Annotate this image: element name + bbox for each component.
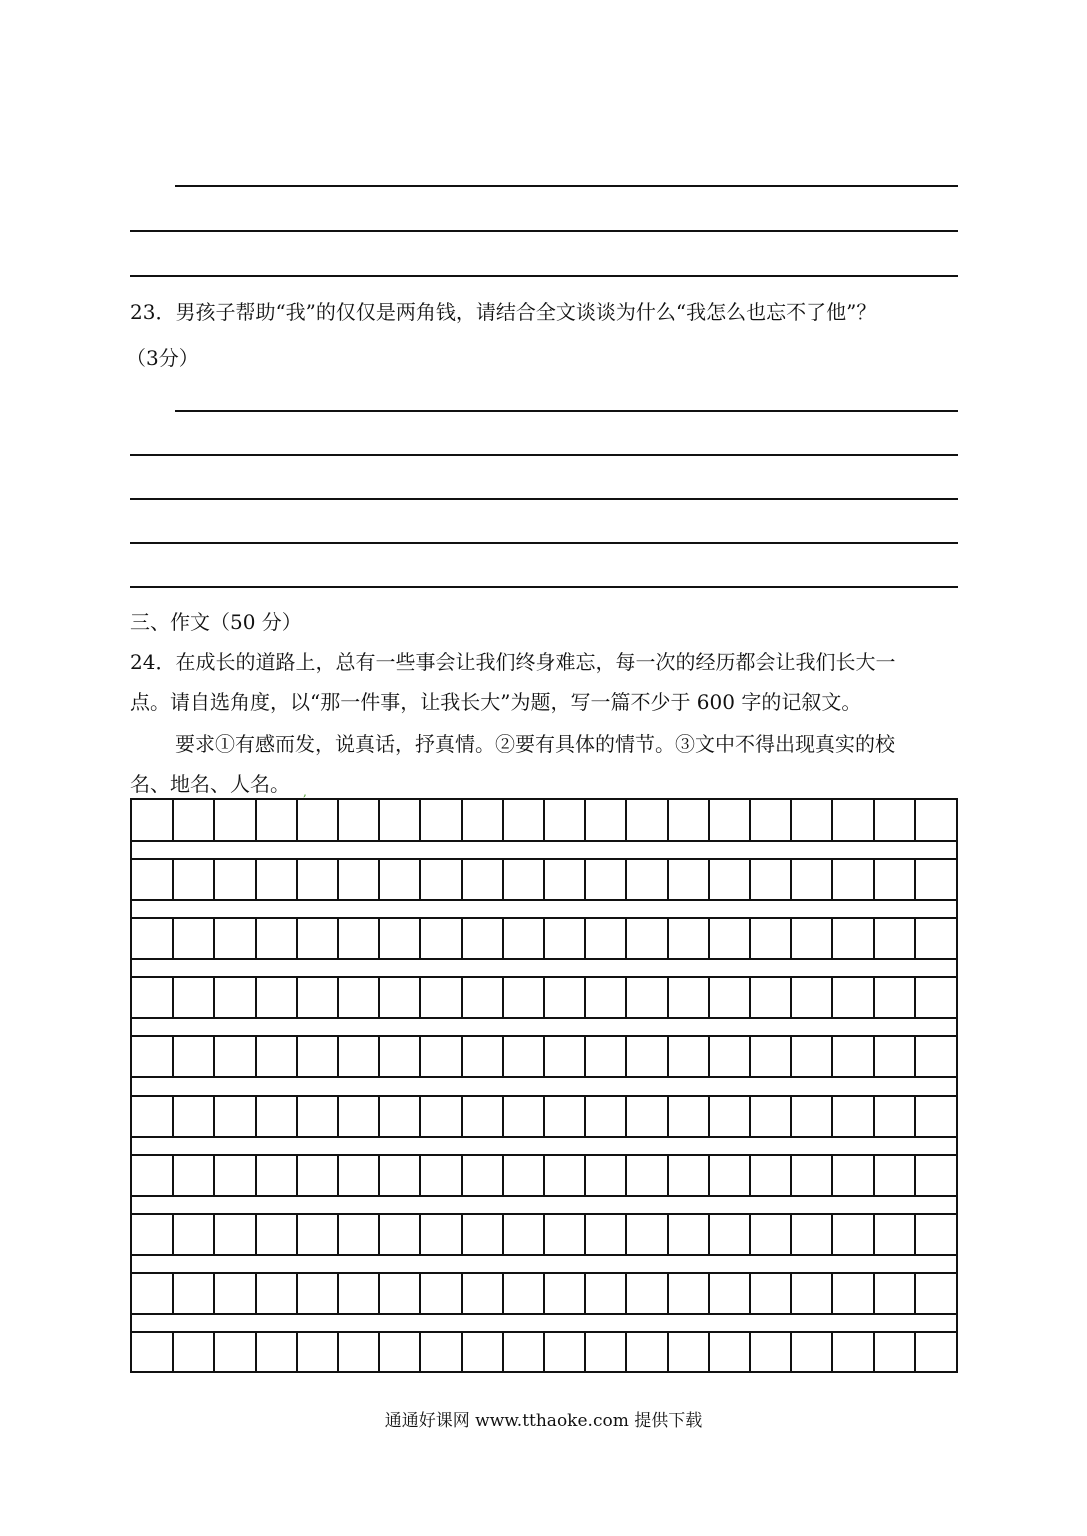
grid-cell-divider	[543, 977, 545, 1018]
grid-cell-divider	[172, 918, 174, 959]
grid-cell-divider	[831, 1273, 833, 1314]
grid-cell-divider	[873, 918, 875, 959]
grid-cell-divider	[255, 1273, 257, 1314]
grid-cell-divider	[625, 1214, 627, 1255]
grid-cell-divider	[831, 859, 833, 900]
grid-cell-divider	[749, 1036, 751, 1077]
grid-cell-divider	[213, 1214, 215, 1255]
grid-cell-divider	[419, 859, 421, 900]
grid-cell-divider	[708, 1155, 710, 1196]
grid-cell-divider	[790, 1332, 792, 1373]
grid-cell-divider	[873, 977, 875, 1018]
grid-cell-divider	[625, 1332, 627, 1373]
grid-cell-divider	[213, 977, 215, 1018]
grid-cell-divider	[708, 977, 710, 1018]
grid-cell-divider	[296, 1096, 298, 1137]
grid-cell-divider	[419, 977, 421, 1018]
grid-cell-divider	[461, 977, 463, 1018]
grid-cell-divider	[914, 1332, 916, 1373]
grid-cell-divider	[749, 918, 751, 959]
grid-cell-divider	[914, 1214, 916, 1255]
grid-cell-divider	[543, 1036, 545, 1077]
requirements-line-2: 名、地名、人名。	[130, 772, 290, 796]
grid-cell-divider	[337, 977, 339, 1018]
grid-cell-divider	[831, 1332, 833, 1373]
grid-cell-divider	[419, 918, 421, 959]
grid-cell-divider	[213, 1273, 215, 1314]
grid-cell-divider	[914, 1096, 916, 1137]
composition-grid	[130, 798, 958, 1373]
grid-cell-divider	[667, 977, 669, 1018]
grid-cell-divider	[296, 1155, 298, 1196]
grid-cell-divider	[502, 1332, 504, 1373]
grid-cell-divider	[461, 859, 463, 900]
grid-cell-divider	[873, 1096, 875, 1137]
grid-cell-divider	[255, 1155, 257, 1196]
grid-cell-divider	[584, 859, 586, 900]
grid-cell-divider	[667, 800, 669, 841]
footer-source: 通通好课网 www.tthaoke.com 提供下载	[384, 1411, 703, 1431]
grid-cell-divider	[296, 1036, 298, 1077]
grid-cell-divider	[378, 859, 380, 900]
grid-cell-divider	[584, 977, 586, 1018]
grid-cell-divider	[708, 1332, 710, 1373]
grid-cell-divider	[213, 1332, 215, 1373]
grid-cell-divider	[625, 800, 627, 841]
grid-cell-divider	[296, 977, 298, 1018]
question-23-score: （3分）	[126, 346, 199, 370]
grid-cell-divider	[172, 1036, 174, 1077]
grid-cell-divider	[749, 1332, 751, 1373]
grid-cell-divider	[461, 1155, 463, 1196]
grid-cell-divider	[172, 1214, 174, 1255]
grid-cell-divider	[255, 1214, 257, 1255]
answer-line	[130, 454, 958, 456]
grid-cell-divider	[337, 918, 339, 959]
answer-line	[175, 410, 958, 412]
grid-cell-divider	[337, 1214, 339, 1255]
grid-cell-divider	[378, 1273, 380, 1314]
grid-cell-divider	[667, 1273, 669, 1314]
grid-cell-divider	[296, 1332, 298, 1373]
grid-cell-divider	[831, 1036, 833, 1077]
grid-cell-divider	[708, 918, 710, 959]
grid-cell-divider	[749, 1096, 751, 1137]
grid-cell-divider	[914, 800, 916, 841]
grid-cell-divider	[502, 1214, 504, 1255]
grid-cell-divider	[584, 1214, 586, 1255]
answer-line	[130, 542, 958, 544]
grid-cell-divider	[914, 918, 916, 959]
grid-cell-divider	[831, 918, 833, 959]
grid-cell-divider	[337, 1332, 339, 1373]
grid-cell-divider	[502, 1273, 504, 1314]
grid-cell-divider	[337, 800, 339, 841]
grid-cell-divider	[749, 800, 751, 841]
answer-line	[130, 275, 958, 277]
grid-cell-divider	[543, 1214, 545, 1255]
answer-line	[175, 185, 958, 187]
grid-cell-divider	[255, 918, 257, 959]
grid-cell-divider	[337, 1155, 339, 1196]
grid-cell-divider	[749, 1273, 751, 1314]
grid-cell-divider	[172, 1332, 174, 1373]
grid-cell-divider	[749, 859, 751, 900]
grid-cell-divider	[584, 800, 586, 841]
grid-cell-divider	[708, 1273, 710, 1314]
grid-cell-divider	[172, 859, 174, 900]
grid-cell-divider	[708, 1214, 710, 1255]
grid-cell-divider	[419, 1155, 421, 1196]
grid-cell-divider	[337, 859, 339, 900]
grid-cell-divider	[337, 1273, 339, 1314]
grid-cell-divider	[255, 1096, 257, 1137]
grid-cell-divider	[914, 1155, 916, 1196]
grid-cell-divider	[584, 1332, 586, 1373]
grid-cell-divider	[790, 1155, 792, 1196]
grid-cell-divider	[831, 1155, 833, 1196]
grid-cell-divider	[584, 1273, 586, 1314]
grid-cell-divider	[667, 1096, 669, 1137]
grid-cell-divider	[213, 1036, 215, 1077]
grid-cell-divider	[461, 918, 463, 959]
grid-cell-divider	[790, 859, 792, 900]
grid-cell-divider	[502, 800, 504, 841]
grid-cell-divider	[625, 859, 627, 900]
grid-cell-divider	[296, 800, 298, 841]
grid-cell-divider	[378, 1096, 380, 1137]
grid-cell-divider	[337, 1036, 339, 1077]
grid-cell-divider	[255, 800, 257, 841]
grid-cell-divider	[502, 918, 504, 959]
grid-cell-divider	[172, 800, 174, 841]
stray-mark: ,	[303, 785, 307, 799]
grid-cell-divider	[584, 1155, 586, 1196]
grid-cell-divider	[708, 800, 710, 841]
grid-cell-divider	[502, 859, 504, 900]
grid-cell-divider	[461, 1096, 463, 1137]
grid-cell-divider	[749, 977, 751, 1018]
grid-cell-divider	[543, 859, 545, 900]
question-23: 23．男孩子帮助“我”的仅仅是两角钱，请结合全文谈谈为什么“我怎么也忘不了他”？	[130, 300, 877, 324]
grid-cell-divider	[419, 1332, 421, 1373]
grid-cell-divider	[873, 1214, 875, 1255]
grid-cell-divider	[172, 1096, 174, 1137]
grid-cell-divider	[255, 1036, 257, 1077]
grid-cell-divider	[873, 859, 875, 900]
grid-cell-divider	[213, 859, 215, 900]
grid-cell-divider	[255, 859, 257, 900]
grid-cell-divider	[461, 1273, 463, 1314]
grid-cell-divider	[790, 800, 792, 841]
grid-cell-divider	[667, 859, 669, 900]
question-24-line-1: 24．在成长的道路上，总有一些事会让我们终身难忘，每一次的经历都会让我们长大一	[130, 650, 896, 674]
grid-cell-divider	[543, 800, 545, 841]
grid-cell-divider	[296, 1273, 298, 1314]
grid-cell-divider	[625, 918, 627, 959]
grid-cell-divider	[708, 859, 710, 900]
grid-cell-divider	[419, 1096, 421, 1137]
grid-cell-divider	[914, 1273, 916, 1314]
grid-cell-divider	[296, 859, 298, 900]
grid-cell-divider	[873, 1273, 875, 1314]
grid-cell-divider	[873, 1036, 875, 1077]
grid-cell-divider	[790, 1214, 792, 1255]
grid-cell-divider	[502, 1036, 504, 1077]
grid-cell-divider	[543, 1155, 545, 1196]
grid-cell-divider	[625, 1036, 627, 1077]
grid-cell-divider	[831, 1214, 833, 1255]
grid-cell-divider	[213, 1155, 215, 1196]
grid-cell-divider	[378, 918, 380, 959]
grid-cell-divider	[625, 1155, 627, 1196]
grid-cell-divider	[708, 1096, 710, 1137]
grid-cell-divider	[172, 1273, 174, 1314]
grid-cell-divider	[213, 918, 215, 959]
grid-cell-divider	[296, 918, 298, 959]
grid-cell-divider	[914, 977, 916, 1018]
grid-cell-divider	[419, 800, 421, 841]
grid-cell-divider	[667, 1155, 669, 1196]
question-24-line-2: 点。请自选角度，以“那一件事，让我长大”为题，写一篇不少于 600 字的记叙文。	[130, 690, 862, 714]
answer-line	[130, 498, 958, 500]
grid-cell-divider	[419, 1214, 421, 1255]
grid-cell-divider	[790, 1273, 792, 1314]
answer-line	[130, 586, 958, 588]
grid-cell-divider	[667, 918, 669, 959]
grid-cell-divider	[914, 859, 916, 900]
grid-cell-divider	[625, 1096, 627, 1137]
grid-cell-divider	[337, 1096, 339, 1137]
grid-cell-divider	[625, 977, 627, 1018]
grid-cell-divider	[749, 1155, 751, 1196]
grid-cell-divider	[378, 1036, 380, 1077]
grid-cell-divider	[667, 1214, 669, 1255]
grid-cell-divider	[172, 1155, 174, 1196]
grid-cell-divider	[831, 977, 833, 1018]
grid-cell-divider	[543, 1273, 545, 1314]
grid-cell-divider	[790, 1096, 792, 1137]
grid-cell-divider	[213, 800, 215, 841]
grid-cell-divider	[255, 977, 257, 1018]
grid-cell-divider	[584, 1036, 586, 1077]
grid-cell-divider	[708, 1036, 710, 1077]
grid-cell-divider	[378, 1214, 380, 1255]
answer-line	[130, 230, 958, 232]
grid-cell-divider	[667, 1036, 669, 1077]
grid-cell-divider	[502, 1096, 504, 1137]
grid-cell-divider	[584, 918, 586, 959]
grid-cell-divider	[172, 977, 174, 1018]
grid-cell-divider	[873, 1155, 875, 1196]
grid-cell-divider	[625, 1273, 627, 1314]
grid-cell-divider	[831, 800, 833, 841]
grid-cell-divider	[584, 1096, 586, 1137]
section-3-heading: 三、作文（50 分）	[130, 610, 302, 634]
grid-cell-divider	[873, 1332, 875, 1373]
grid-cell-divider	[502, 1155, 504, 1196]
grid-cell-divider	[790, 918, 792, 959]
grid-cell-divider	[419, 1273, 421, 1314]
grid-cell-divider	[378, 977, 380, 1018]
grid-cell-divider	[461, 1332, 463, 1373]
grid-cell-divider	[790, 1036, 792, 1077]
grid-cell-divider	[873, 800, 875, 841]
grid-cell-divider	[419, 1036, 421, 1077]
grid-cell-divider	[378, 1155, 380, 1196]
grid-cell-divider	[213, 1096, 215, 1137]
grid-cell-divider	[790, 977, 792, 1018]
grid-cell-divider	[667, 1332, 669, 1373]
grid-cell-divider	[543, 1332, 545, 1373]
grid-cell-divider	[502, 977, 504, 1018]
grid-cell-divider	[461, 800, 463, 841]
grid-cell-divider	[831, 1096, 833, 1137]
grid-cell-divider	[378, 800, 380, 841]
grid-cell-divider	[255, 1332, 257, 1373]
grid-cell-divider	[378, 1332, 380, 1373]
grid-cell-divider	[296, 1214, 298, 1255]
grid-cell-divider	[461, 1036, 463, 1077]
grid-cell-divider	[543, 1096, 545, 1137]
grid-cell-divider	[543, 918, 545, 959]
grid-cell-divider	[461, 1214, 463, 1255]
grid-cell-divider	[914, 1036, 916, 1077]
requirements-line-1: 要求①有感而发，说真话，抒真情。②要有具体的情节。③文中不得出现真实的校	[175, 732, 895, 756]
grid-cell-divider	[749, 1214, 751, 1255]
